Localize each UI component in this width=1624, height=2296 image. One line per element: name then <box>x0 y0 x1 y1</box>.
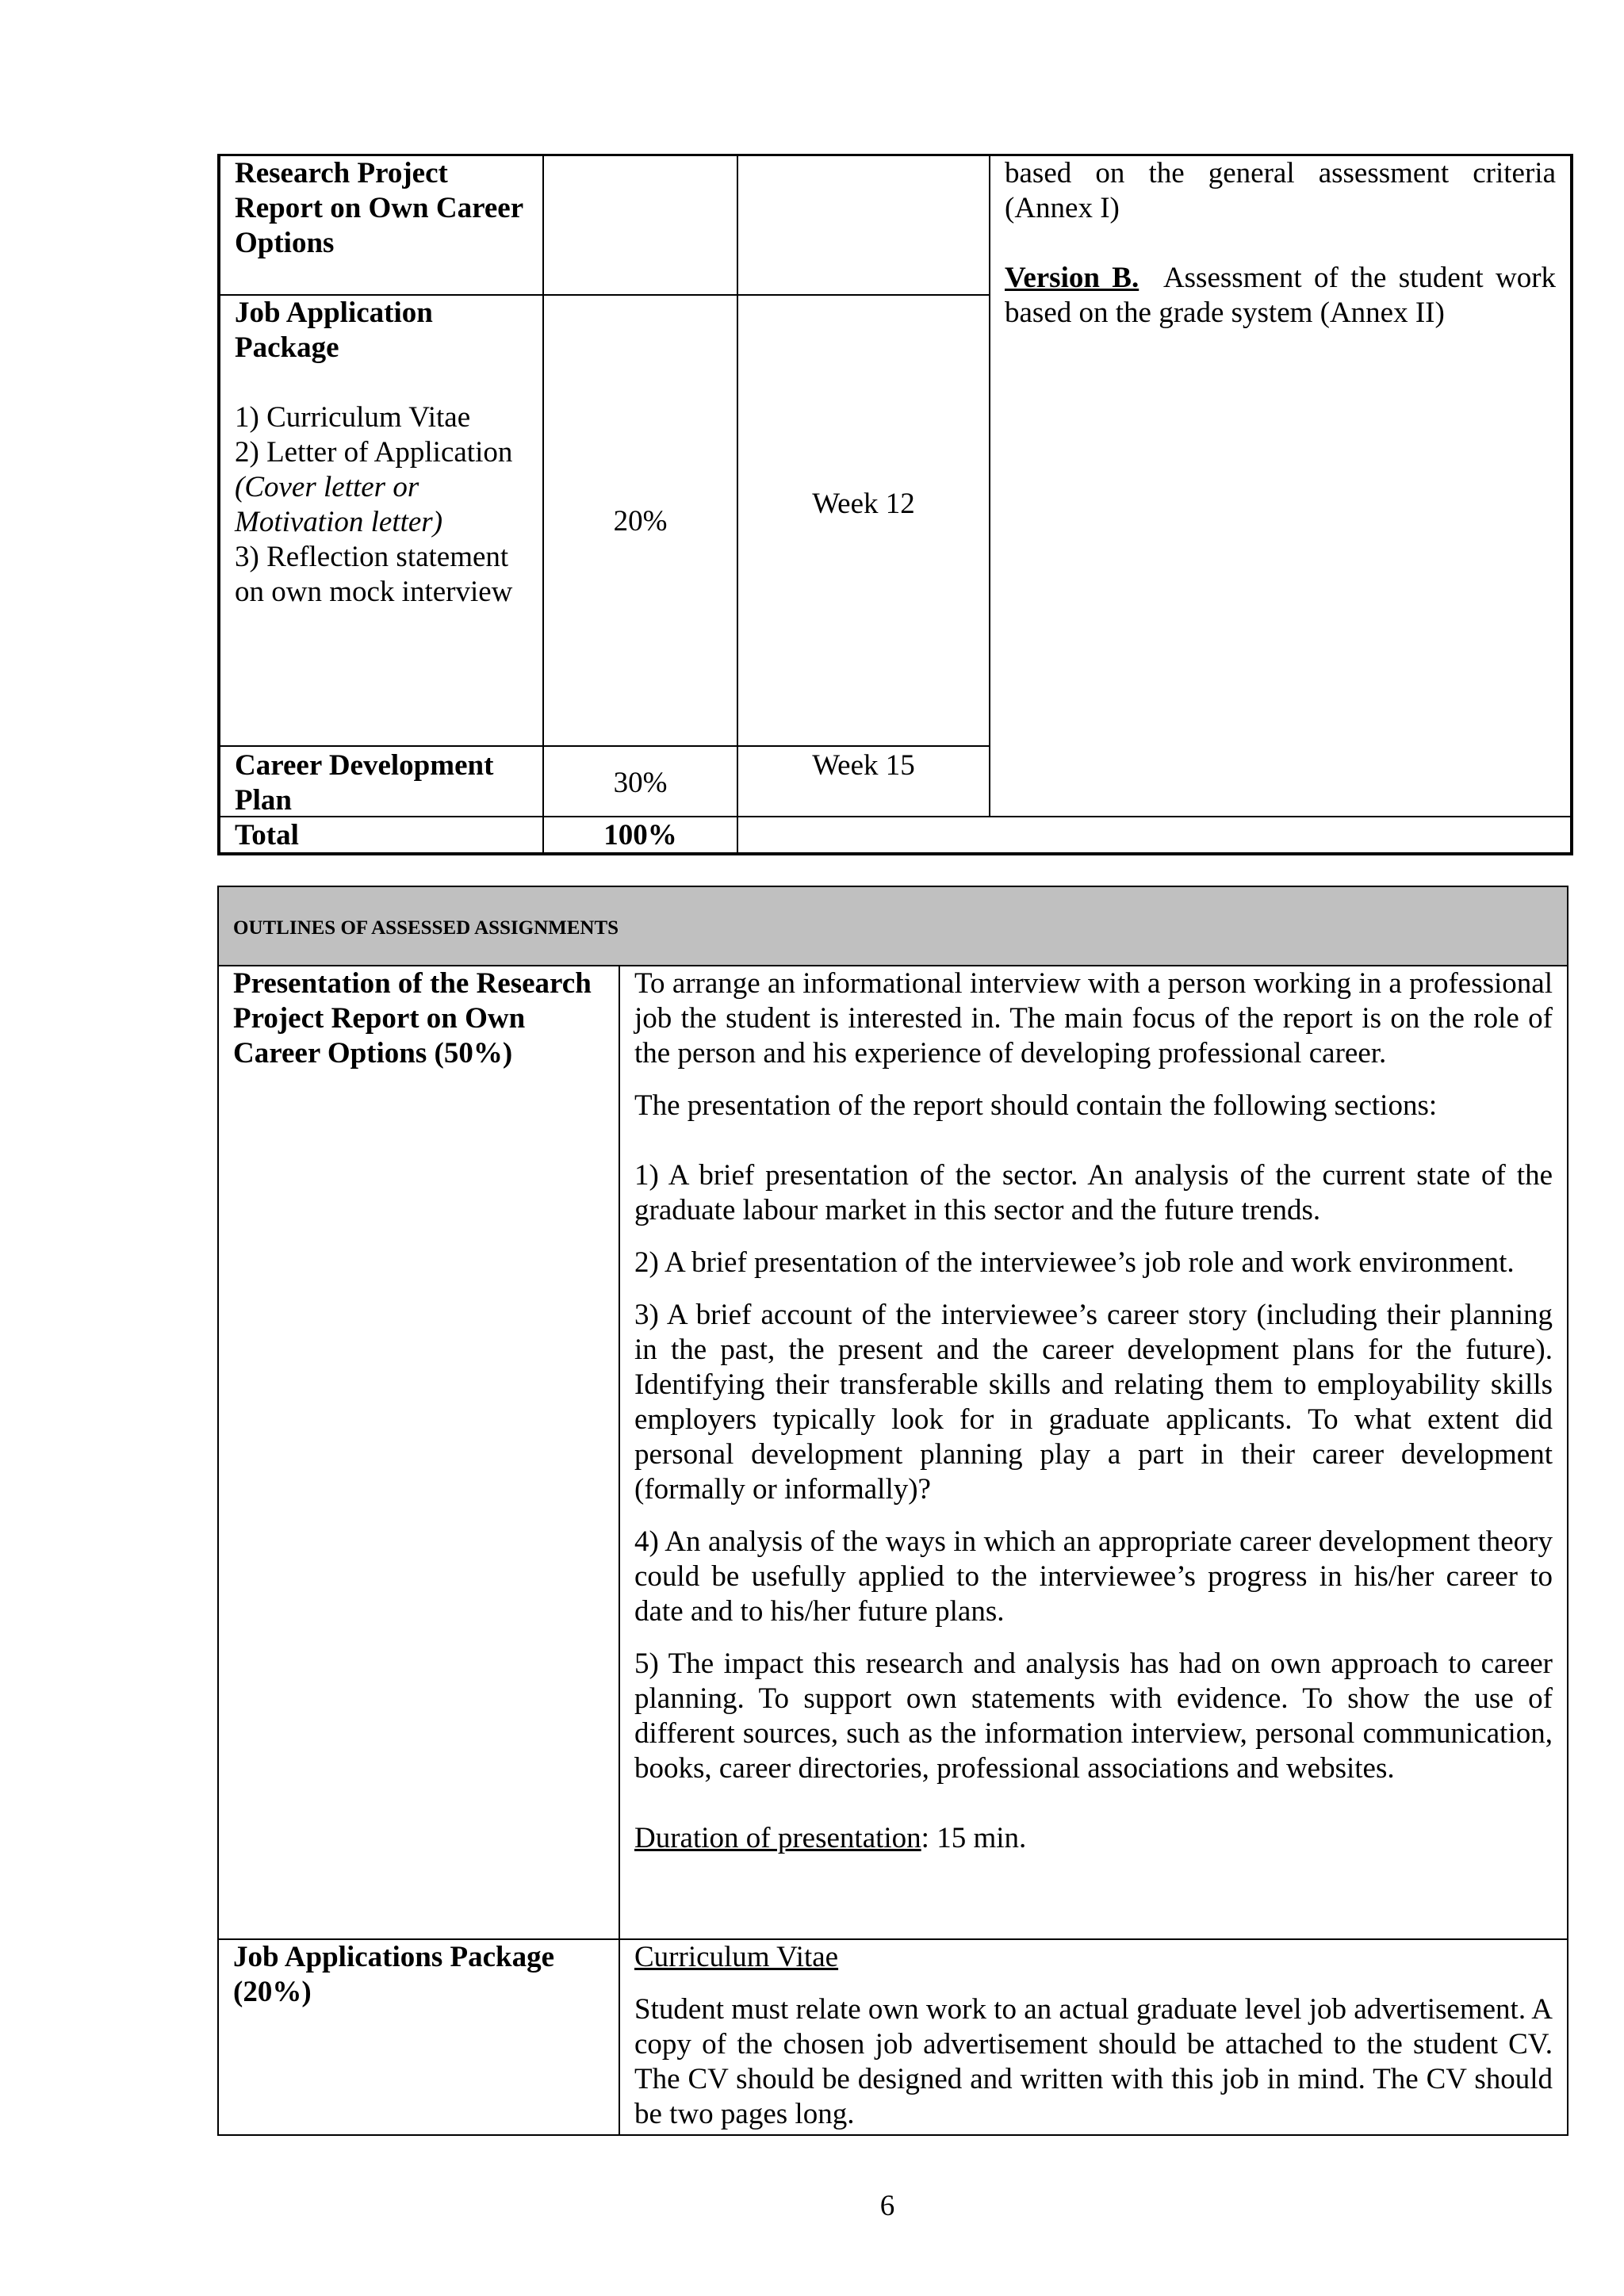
package-item-reflection-2: on own mock interview <box>235 576 513 608</box>
weight-career-plan: 30% <box>613 767 668 799</box>
job-package-description <box>620 1940 1567 2132</box>
presentation-duration <box>634 1821 1553 1856</box>
presentation-item-2: 2) A brief presentation of the interviewee’s job role and work environment. <box>634 1246 1515 1279</box>
package-item-letter-note-2: Motivation letter) <box>235 506 443 538</box>
weight-job-application: 20% <box>613 505 668 538</box>
assessment-career-plan: Career Development Plan <box>235 749 494 817</box>
total-weight: 100% <box>603 819 677 851</box>
criteria-text <box>990 156 1570 331</box>
presentation-title: Presentation of the Research Project Report on Own Career Options (50%) <box>233 967 592 1070</box>
outlines-header: OUTLINES OF ASSESSED ASSIGNMENTS <box>233 917 619 939</box>
deadline-career-plan: Week 15 <box>812 749 915 782</box>
presentation-item-4: 4) An analysis of the ways in which an appropriate career development theory could be usefully applied to the interviewee’s progress in his/her career to date and to his/her future plans. <box>634 1525 1553 1628</box>
assessment-job-application: Job Application Package <box>235 297 433 364</box>
job-package-title: Job Applications Package (20%) <box>233 1941 554 2008</box>
total-label: Total <box>235 819 299 851</box>
package-item-cv: 1) Curriculum Vitae <box>235 401 471 434</box>
version-b-label: Version B. <box>1005 262 1139 294</box>
package-item-reflection: 3) Reflection statement <box>235 541 509 573</box>
duration-label: Duration of presentation <box>634 1822 921 1854</box>
page-number: 6 <box>879 2190 895 2222</box>
presentation-item-1: 1) A brief presentation of the sector. An analysis of the current state of the graduate labour market in this sector and the future trends. <box>634 1159 1553 1226</box>
version-b-text: Assessment of the student work <box>1162 262 1557 294</box>
job-application-package-cell <box>220 296 542 610</box>
assessment-research-project: Research Project Report on Own Career Options <box>235 157 523 259</box>
criteria-line-2: (Annex I) <box>1005 192 1120 224</box>
presentation-description <box>620 966 1567 1856</box>
deadline-job-application: Week 12 <box>812 488 915 520</box>
package-item-letter-note-1: (Cover letter or <box>235 471 419 503</box>
criteria-version-b <box>1005 261 1556 296</box>
presentation-item-5: 5) The impact this research and analysis has had on own approach to career planning. To support own statements with evidence. To show the use of different sources, such as the information interview, personal communication, books, career directories, professional associations and websites. <box>634 1647 1553 1785</box>
cv-heading: Curriculum Vitae <box>634 1941 839 1973</box>
presentation-intro: To arrange an informational interview with a person working in a professional job the student is interested in. The main focus of the report is on the role of the person and his experience of developing professional career. <box>634 967 1553 1070</box>
package-item-letter: 2) Letter of Application <box>235 436 513 469</box>
criteria-line-4: based on the grade system (Annex II) <box>1005 297 1445 329</box>
criteria-line-1: based on the general assessment criteria <box>1005 157 1556 189</box>
presentation-item-3: 3) A brief account of the interviewee’s career story (including their planning in the past, the present and the career development plans for the future). Identifying their transferable skills and relating them to employability skills employers typically look for in graduate applicants. To what extent did personal development planning play a part in their career development (formally or informally)? <box>634 1299 1553 1506</box>
presentation-sections-intro: The presentation of the report should contain the following sections: <box>634 1089 1438 1122</box>
cv-text: Student must relate own work to an actual graduate level job advertisement. A copy of the chosen job advertisement should be attached to the student CV. The CV should be designed and written with this job in mind. The CV should be two pages long. <box>634 1993 1553 2130</box>
duration-value: : 15 min. <box>921 1822 1027 1854</box>
